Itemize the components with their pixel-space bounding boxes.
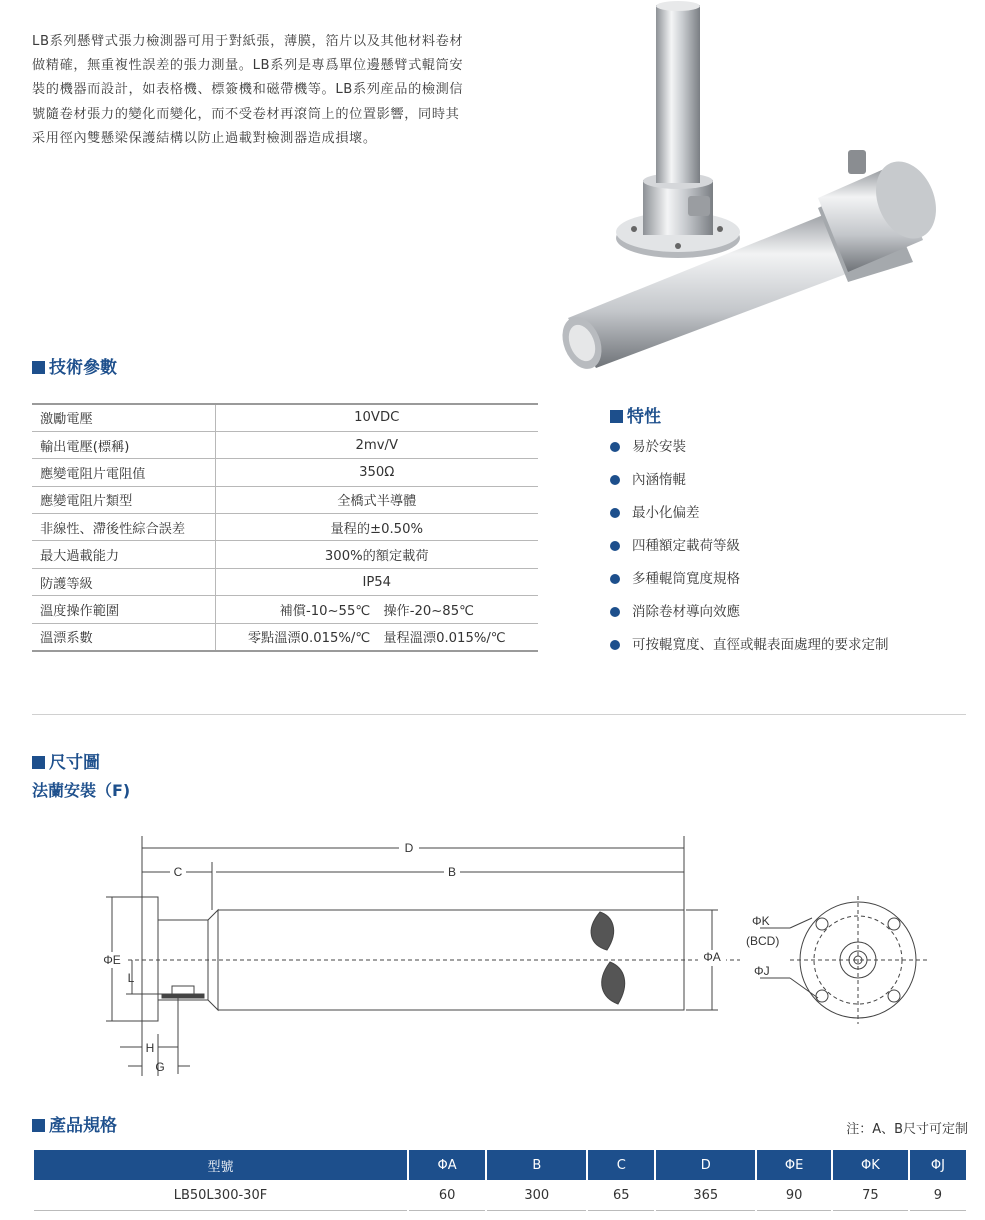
spec-label: 應變電阻片電阻值 [32,459,215,486]
spec-value: 零點溫漂0.015%/℃ 量程溫漂0.015%/℃ [215,623,538,650]
spec-label: 最大過載能力 [32,541,215,568]
product-column-header: ΦK [833,1150,908,1180]
spec-row [32,623,538,650]
spec-row [32,596,538,623]
spec-label: 溫度操作範圍 [32,596,215,623]
feature-item [610,634,889,667]
feature-item [610,469,889,502]
spec-value: 300%的額定載荷 [215,541,538,568]
product-row [34,1180,966,1211]
spec-label: 輸出電壓(標稱) [32,431,215,458]
spec-value: IP54 [215,568,538,595]
feature-item [610,436,889,469]
spec-title-text: 技術參數 [49,358,117,378]
spec-row [32,486,538,513]
feature-text: 內涵惰輥 [632,472,686,488]
feature-text: 最小化偏差 [632,505,700,521]
product-column-header: ΦE [757,1150,831,1180]
product-cell: 60 [409,1180,485,1211]
section-marker [32,361,45,374]
bullet-dot-icon [610,475,620,485]
bullet-dot-icon [610,574,620,584]
customization-note: 注：A、B尺寸可定制 [846,1122,968,1137]
dim-label-d: D [404,841,414,855]
spec-row [32,514,538,541]
product-column-header: 型號 [34,1150,407,1180]
feature-item [610,502,889,535]
spec-label: 防護等級 [32,568,215,595]
feature-text: 四種額定載荷等級 [632,538,740,554]
spec-value: 2mv/V [215,431,538,458]
dim-label-bcd: (BCD) [746,934,780,948]
section-marker [610,410,623,423]
feature-item [610,535,889,568]
spec-value: 補償-10~55℃ 操作-20~85℃ [215,596,538,623]
section-marker [32,1119,45,1132]
feature-text: 可按輥寬度、直徑或輥表面處理的要求定制 [632,637,889,653]
dimension-drawing [90,828,970,1078]
spec-row [32,431,538,458]
product-column-header: C [588,1150,654,1180]
feature-text: 多種輥筒寬度規格 [632,571,740,587]
spec-section-title [32,353,117,378]
section-marker [32,756,45,769]
dim-label-e: ΦE [103,953,121,967]
product-photo [548,0,985,385]
dimension-title-text: 尺寸圖 [49,753,100,773]
product-column-header: B [487,1150,586,1180]
features-section-title [610,402,661,427]
product-cell: 365 [656,1180,755,1211]
mount-type-subtitle: 法蘭安裝（F) [32,781,131,800]
product-spec-table [32,1150,968,1211]
feature-item [610,568,889,601]
dimension-section-title [32,748,100,773]
dim-label-a: ΦA [703,950,721,964]
spec-row [32,459,538,486]
spec-value: 10VDC [215,404,538,431]
feature-text: 易於安裝 [632,439,686,455]
spec-value: 量程的±0.50% [215,514,538,541]
spec-label: 激勵電壓 [32,404,215,431]
spec-row [32,541,538,568]
product-cell: 75 [833,1180,908,1211]
products-section-title [32,1111,117,1136]
features-title-text: 特性 [627,407,661,427]
intro-text: LB系列懸臂式張力檢測器可用于對紙張，薄膜，箔片以及其他材料卷材做精確，無重複性誤差的張力測量。LB系列是專爲單位邊懸臂式輥筒安裝的機器而設計，如表格機、標簽機和磁帶機等。LB系列産品的檢測信號隨卷材張力的變化而變化，而不受卷材再滾筒上的位置影響，同時其采用徑內雙懸梁保護結構以防止過載對檢測器造成損壞。 [32,34,464,146]
feature-text: 消除卷材導向效應 [632,604,740,620]
bullet-dot-icon [610,508,620,518]
product-cell: 300 [487,1180,586,1211]
dim-label-g: G [155,1060,165,1074]
bullet-dot-icon [610,640,620,650]
dim-label-k: ΦK [752,914,770,928]
spec-label: 溫漂系數 [32,623,215,650]
dim-label-b: B [447,865,457,879]
spec-row [32,404,538,431]
spec-value: 350Ω [215,459,538,486]
product-cell: 90 [757,1180,831,1211]
products-title-text: 產品規格 [49,1116,117,1136]
dim-label-l: L [127,971,135,985]
feature-item [610,601,889,634]
dim-label-c: C [173,865,183,879]
dim-label-h: H [145,1041,155,1055]
bullet-dot-icon [610,541,620,551]
product-cell: 65 [588,1180,654,1211]
product-cell: 9 [910,1180,966,1211]
product-column-header: ΦJ [910,1150,966,1180]
spec-label: 應變電阻片類型 [32,486,215,513]
bullet-dot-icon [610,607,620,617]
spec-label: 非線性、滯後性綜合誤差 [32,514,215,541]
dim-label-j: ΦJ [754,964,770,978]
spec-row [32,568,538,595]
product-column-header: ΦA [409,1150,485,1180]
product-cell: LB50L300-30F [34,1180,407,1211]
section-divider [32,714,966,715]
bullet-dot-icon [610,442,620,452]
product-column-header: D [656,1150,755,1180]
features-list [610,436,889,667]
spec-value: 全橋式半導體 [215,486,538,513]
spec-table [32,403,538,652]
